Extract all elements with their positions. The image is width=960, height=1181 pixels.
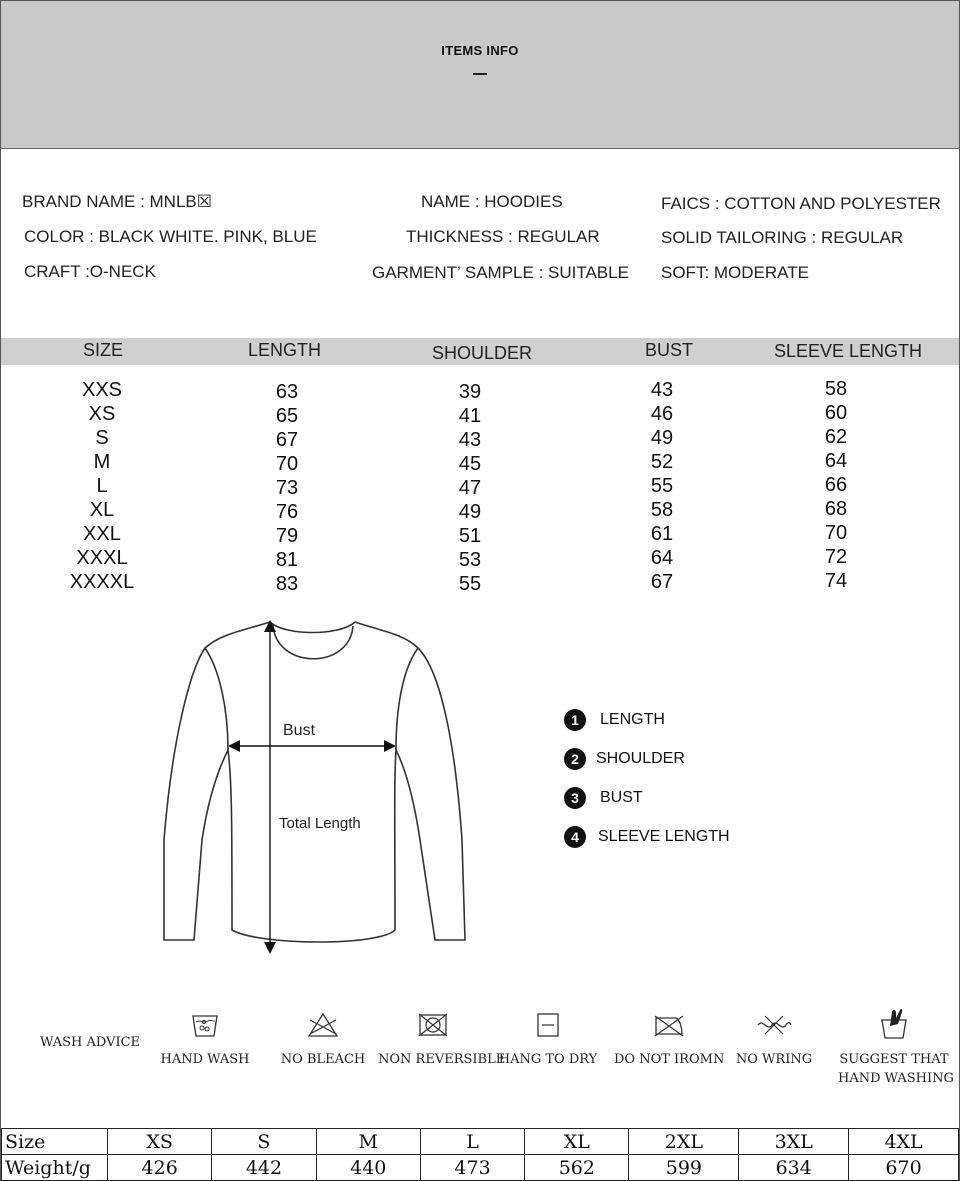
th-bust: BUST xyxy=(645,340,694,360)
wash-advice-title: WASH ADVICE xyxy=(40,1035,141,1050)
info-name: NAME : HOODIES xyxy=(421,192,563,211)
column-sleeve xyxy=(811,377,861,593)
shoulder-cell: 41 xyxy=(458,405,482,427)
size-cell: XXXL xyxy=(76,547,128,569)
size-cell: L xyxy=(96,475,108,497)
weight-table-cell: 3XL xyxy=(739,1129,849,1155)
legend-item-shoulder xyxy=(564,748,685,770)
weight-table-cell: S xyxy=(212,1129,316,1155)
hang-to-dry-icon xyxy=(533,1010,563,1040)
wash-label-suggest-2: HAND WASHING xyxy=(838,1071,954,1086)
weight-table-cell: 2XL xyxy=(629,1129,739,1155)
sleeve-cell: 60 xyxy=(824,402,848,424)
legend-item-sleeve-length xyxy=(564,826,730,848)
sleeve-cell: 68 xyxy=(824,498,848,520)
length-cell: 65 xyxy=(275,405,299,427)
size-cell: XXL xyxy=(83,523,121,545)
bust-arrow-head-right xyxy=(384,740,396,752)
wash-item-hang-to-dry xyxy=(498,1010,598,1069)
do-not-iron-icon xyxy=(652,1010,686,1040)
info-thickness: THICKNESS : REGULAR xyxy=(406,227,600,246)
total-length-label: Total Length xyxy=(279,815,361,832)
neckline xyxy=(270,622,355,633)
bust-arrow-head-left xyxy=(228,740,240,752)
wash-label-suggest-1: SUGGEST THAT xyxy=(839,1052,949,1067)
info-color: COLOR : BLACK WHITE. PINK, BLUE xyxy=(24,227,317,246)
shoulder-cell: 45 xyxy=(458,453,482,475)
legend-label-length: LENGTH xyxy=(600,711,665,728)
info-brand: BRAND NAME : MNLB☒ xyxy=(22,192,212,211)
size-cell: XXS xyxy=(81,379,123,401)
length-arrow-head-bottom xyxy=(264,942,276,954)
wash-item-do-not-iron xyxy=(614,1010,724,1069)
legend-item-bust xyxy=(564,787,643,809)
bust-cell: 43 xyxy=(650,379,674,401)
bust-cell: 55 xyxy=(650,475,674,497)
sleeve-cell: 66 xyxy=(824,474,848,496)
shoulder-cell: 47 xyxy=(458,477,482,499)
bust-cell: 64 xyxy=(650,547,674,569)
sleeve-cell: 64 xyxy=(824,450,848,472)
wash-label-hang-to-dry: HANG TO DRY xyxy=(498,1052,598,1067)
th-length: LENGTH xyxy=(248,340,322,360)
non-reversible-icon xyxy=(416,1010,450,1040)
sleeve-cell: 74 xyxy=(824,570,848,592)
weight-table-cell: 440 xyxy=(316,1155,420,1181)
length-cell: 79 xyxy=(275,525,299,547)
right-sleeve-seam xyxy=(396,648,418,750)
bust-cell: 67 xyxy=(650,571,674,593)
weight-table-cell: Size xyxy=(2,1129,108,1155)
weight-table xyxy=(1,1128,959,1181)
wash-item-suggest-hand-washing xyxy=(838,1006,954,1088)
weight-table-cell: 4XL xyxy=(849,1129,959,1155)
shoulder-cell: 51 xyxy=(458,525,482,547)
bust-cell: 61 xyxy=(650,523,674,545)
size-cell: M xyxy=(93,451,111,473)
wash-item-no-bleach xyxy=(278,1010,368,1069)
garment-outline xyxy=(164,622,465,942)
size-cell: XS xyxy=(88,403,116,425)
legend-label-bust: BUST xyxy=(600,789,643,806)
shoulder-cell: 49 xyxy=(458,501,482,523)
header-title: ITEMS INFO xyxy=(441,43,519,58)
info-soft: SOFT: MODERATE xyxy=(661,263,809,282)
weight-table-row-weight xyxy=(2,1155,959,1181)
bust-cell: 52 xyxy=(650,451,674,473)
weight-table-cell: 426 xyxy=(108,1155,212,1181)
legend-number-4: 4 xyxy=(564,826,586,848)
size-cell: S xyxy=(95,427,109,449)
length-cell: 63 xyxy=(275,381,299,403)
info-craft: CRAFT :O-NECK xyxy=(24,262,156,281)
bust-cell: 46 xyxy=(650,403,674,425)
weight-table-cell: XS xyxy=(108,1129,212,1155)
header-divider xyxy=(473,73,487,75)
size-cell: XXXXL xyxy=(69,571,135,593)
wash-label-no-wring: NO WRING xyxy=(735,1052,813,1067)
th-shoulder: SHOULDER xyxy=(432,343,533,363)
length-cell: 67 xyxy=(275,429,299,451)
shoulder-cell: 55 xyxy=(458,573,482,595)
legend-label-sleeve-length: SLEEVE LENGTH xyxy=(598,828,730,845)
length-cell: 73 xyxy=(275,477,299,499)
column-size xyxy=(62,378,142,594)
column-shoulder xyxy=(445,380,495,596)
bust-cell: 58 xyxy=(650,499,674,521)
shoulder-cell: 39 xyxy=(458,381,482,403)
length-arrow-head-top xyxy=(264,620,276,632)
wash-item-hand-wash xyxy=(160,1010,250,1069)
wash-label-non-reversible: NON REVERSIBLE xyxy=(378,1052,506,1067)
legend-item-length xyxy=(564,709,665,731)
th-size: SIZE xyxy=(83,340,124,360)
no-wring-icon xyxy=(755,1010,793,1040)
th-sleeve-length: SLEEVE LENGTH xyxy=(774,341,923,361)
legend-number-3: 3 xyxy=(564,787,586,809)
length-cell: 81 xyxy=(275,549,299,571)
column-bust xyxy=(637,378,687,594)
shoulder-cell: 43 xyxy=(458,429,482,451)
shoulder-cell: 53 xyxy=(458,549,482,571)
no-bleach-icon xyxy=(306,1010,340,1040)
wash-item-non-reversible xyxy=(378,1010,506,1069)
weight-table-cell: 634 xyxy=(739,1155,849,1181)
size-cell: XL xyxy=(89,499,115,521)
sleeve-cell: 72 xyxy=(824,546,848,568)
length-cell: 83 xyxy=(275,573,299,595)
length-cell: 70 xyxy=(275,453,299,475)
left-sleeve-seam xyxy=(205,648,228,750)
bust-cell: 49 xyxy=(650,427,674,449)
weight-table-cell: L xyxy=(420,1129,524,1155)
wash-label-hand-wash: HAND WASH xyxy=(160,1052,250,1067)
sleeve-cell: 58 xyxy=(824,378,848,400)
info-garment: GARMENT’ SAMPLE : SUITABLE xyxy=(372,263,629,282)
suggest-hand-wash-icon xyxy=(878,1006,910,1040)
weight-table-cell: 562 xyxy=(525,1155,629,1181)
sleeve-cell: 70 xyxy=(824,522,848,544)
hand-wash-icon xyxy=(190,1010,220,1040)
wash-item-no-wring xyxy=(734,1010,814,1069)
hoodie-measurement-diagram xyxy=(150,610,490,960)
legend-label-shoulder: SHOULDER xyxy=(596,750,685,767)
weight-table-cell: M xyxy=(316,1129,420,1155)
weight-table-cell: 670 xyxy=(849,1155,959,1181)
weight-table-cell: Weight/g xyxy=(2,1155,108,1181)
bust-label: Bust xyxy=(283,722,316,739)
legend-number-2: 2 xyxy=(564,748,586,770)
weight-table-cell: XL xyxy=(525,1129,629,1155)
wash-label-no-bleach: NO BLEACH xyxy=(280,1052,366,1067)
info-tailoring: SOLID TAILORING : REGULAR xyxy=(661,228,904,247)
column-length xyxy=(262,380,312,596)
weight-table-cell: 442 xyxy=(212,1155,316,1181)
length-cell: 76 xyxy=(275,501,299,523)
weight-table-row-size xyxy=(2,1129,959,1155)
items-info-header xyxy=(1,1,959,149)
info-fabric: FAICS : COTTON AND POLYESTER xyxy=(661,194,941,213)
wash-label-do-not-iron: DO NOT IROMN xyxy=(614,1052,725,1067)
weight-table-cell: 473 xyxy=(420,1155,524,1181)
legend-number-1: 1 xyxy=(564,709,586,731)
weight-table-cell: 599 xyxy=(629,1155,739,1181)
sleeve-cell: 62 xyxy=(824,426,848,448)
